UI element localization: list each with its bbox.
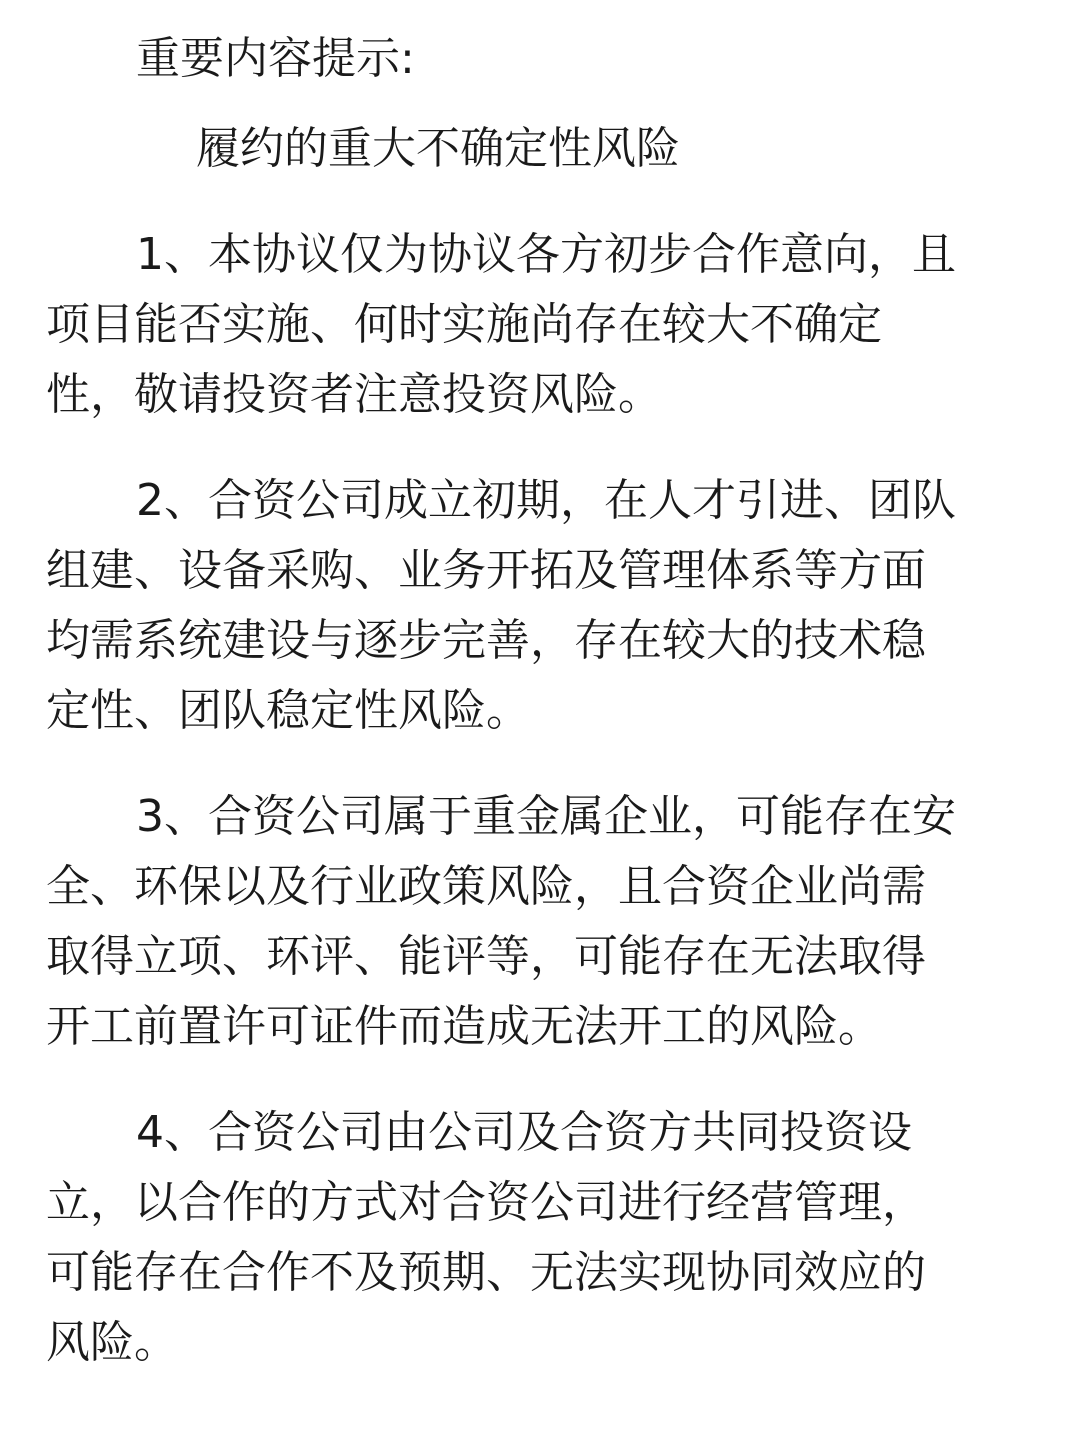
paragraph-line: 2、合资公司成立初期，在人才引进、团队 <box>136 475 956 526</box>
paragraph-line: 均需系统建设与逐步完善，存在较大的技术稳 <box>46 615 926 666</box>
paragraph-line: 风险。 <box>46 1317 178 1368</box>
paragraph-line: 组建、设备采购、业务开拓及管理体系等方面 <box>46 545 926 596</box>
risk-paragraph-3 <box>46 782 1036 1062</box>
paragraph-line: 3、合资公司属于重金属企业，可能存在安 <box>136 791 956 842</box>
document-body <box>46 24 1036 1378</box>
paragraph-line: 定性、团队稳定性风险。 <box>46 685 530 736</box>
risk-paragraph-4 <box>46 1098 1036 1378</box>
paragraph-line: 项目能否实施、何时实施尚存在较大不确定 <box>46 299 882 350</box>
risk-paragraph-1 <box>46 220 1036 430</box>
risk-title: 履约的重大不确定性风险 <box>196 123 680 174</box>
paragraph-line: 1、本协议仅为协议各方初步合作意向，且 <box>136 229 956 280</box>
paragraph-line: 可能存在合作不及预期、无法实现协同效应的 <box>46 1247 926 1298</box>
risk-paragraph-2 <box>46 466 1036 746</box>
section-heading: 重要内容提示: <box>136 33 415 84</box>
paragraph-line: 立，以合作的方式对合资公司进行经营管理， <box>46 1177 926 1228</box>
paragraph-line: 取得立项、环评、能评等，可能存在无法取得 <box>46 931 926 982</box>
paragraph-line: 开工前置许可证件而造成无法开工的风险。 <box>46 1001 882 1052</box>
paragraph-line: 全、环保以及行业政策风险，且合资企业尚需 <box>46 861 926 912</box>
paragraph-line: 性，敬请投资者注意投资风险。 <box>46 369 662 420</box>
paragraph-line: 4、合资公司由公司及合资方共同投资设 <box>136 1107 912 1158</box>
